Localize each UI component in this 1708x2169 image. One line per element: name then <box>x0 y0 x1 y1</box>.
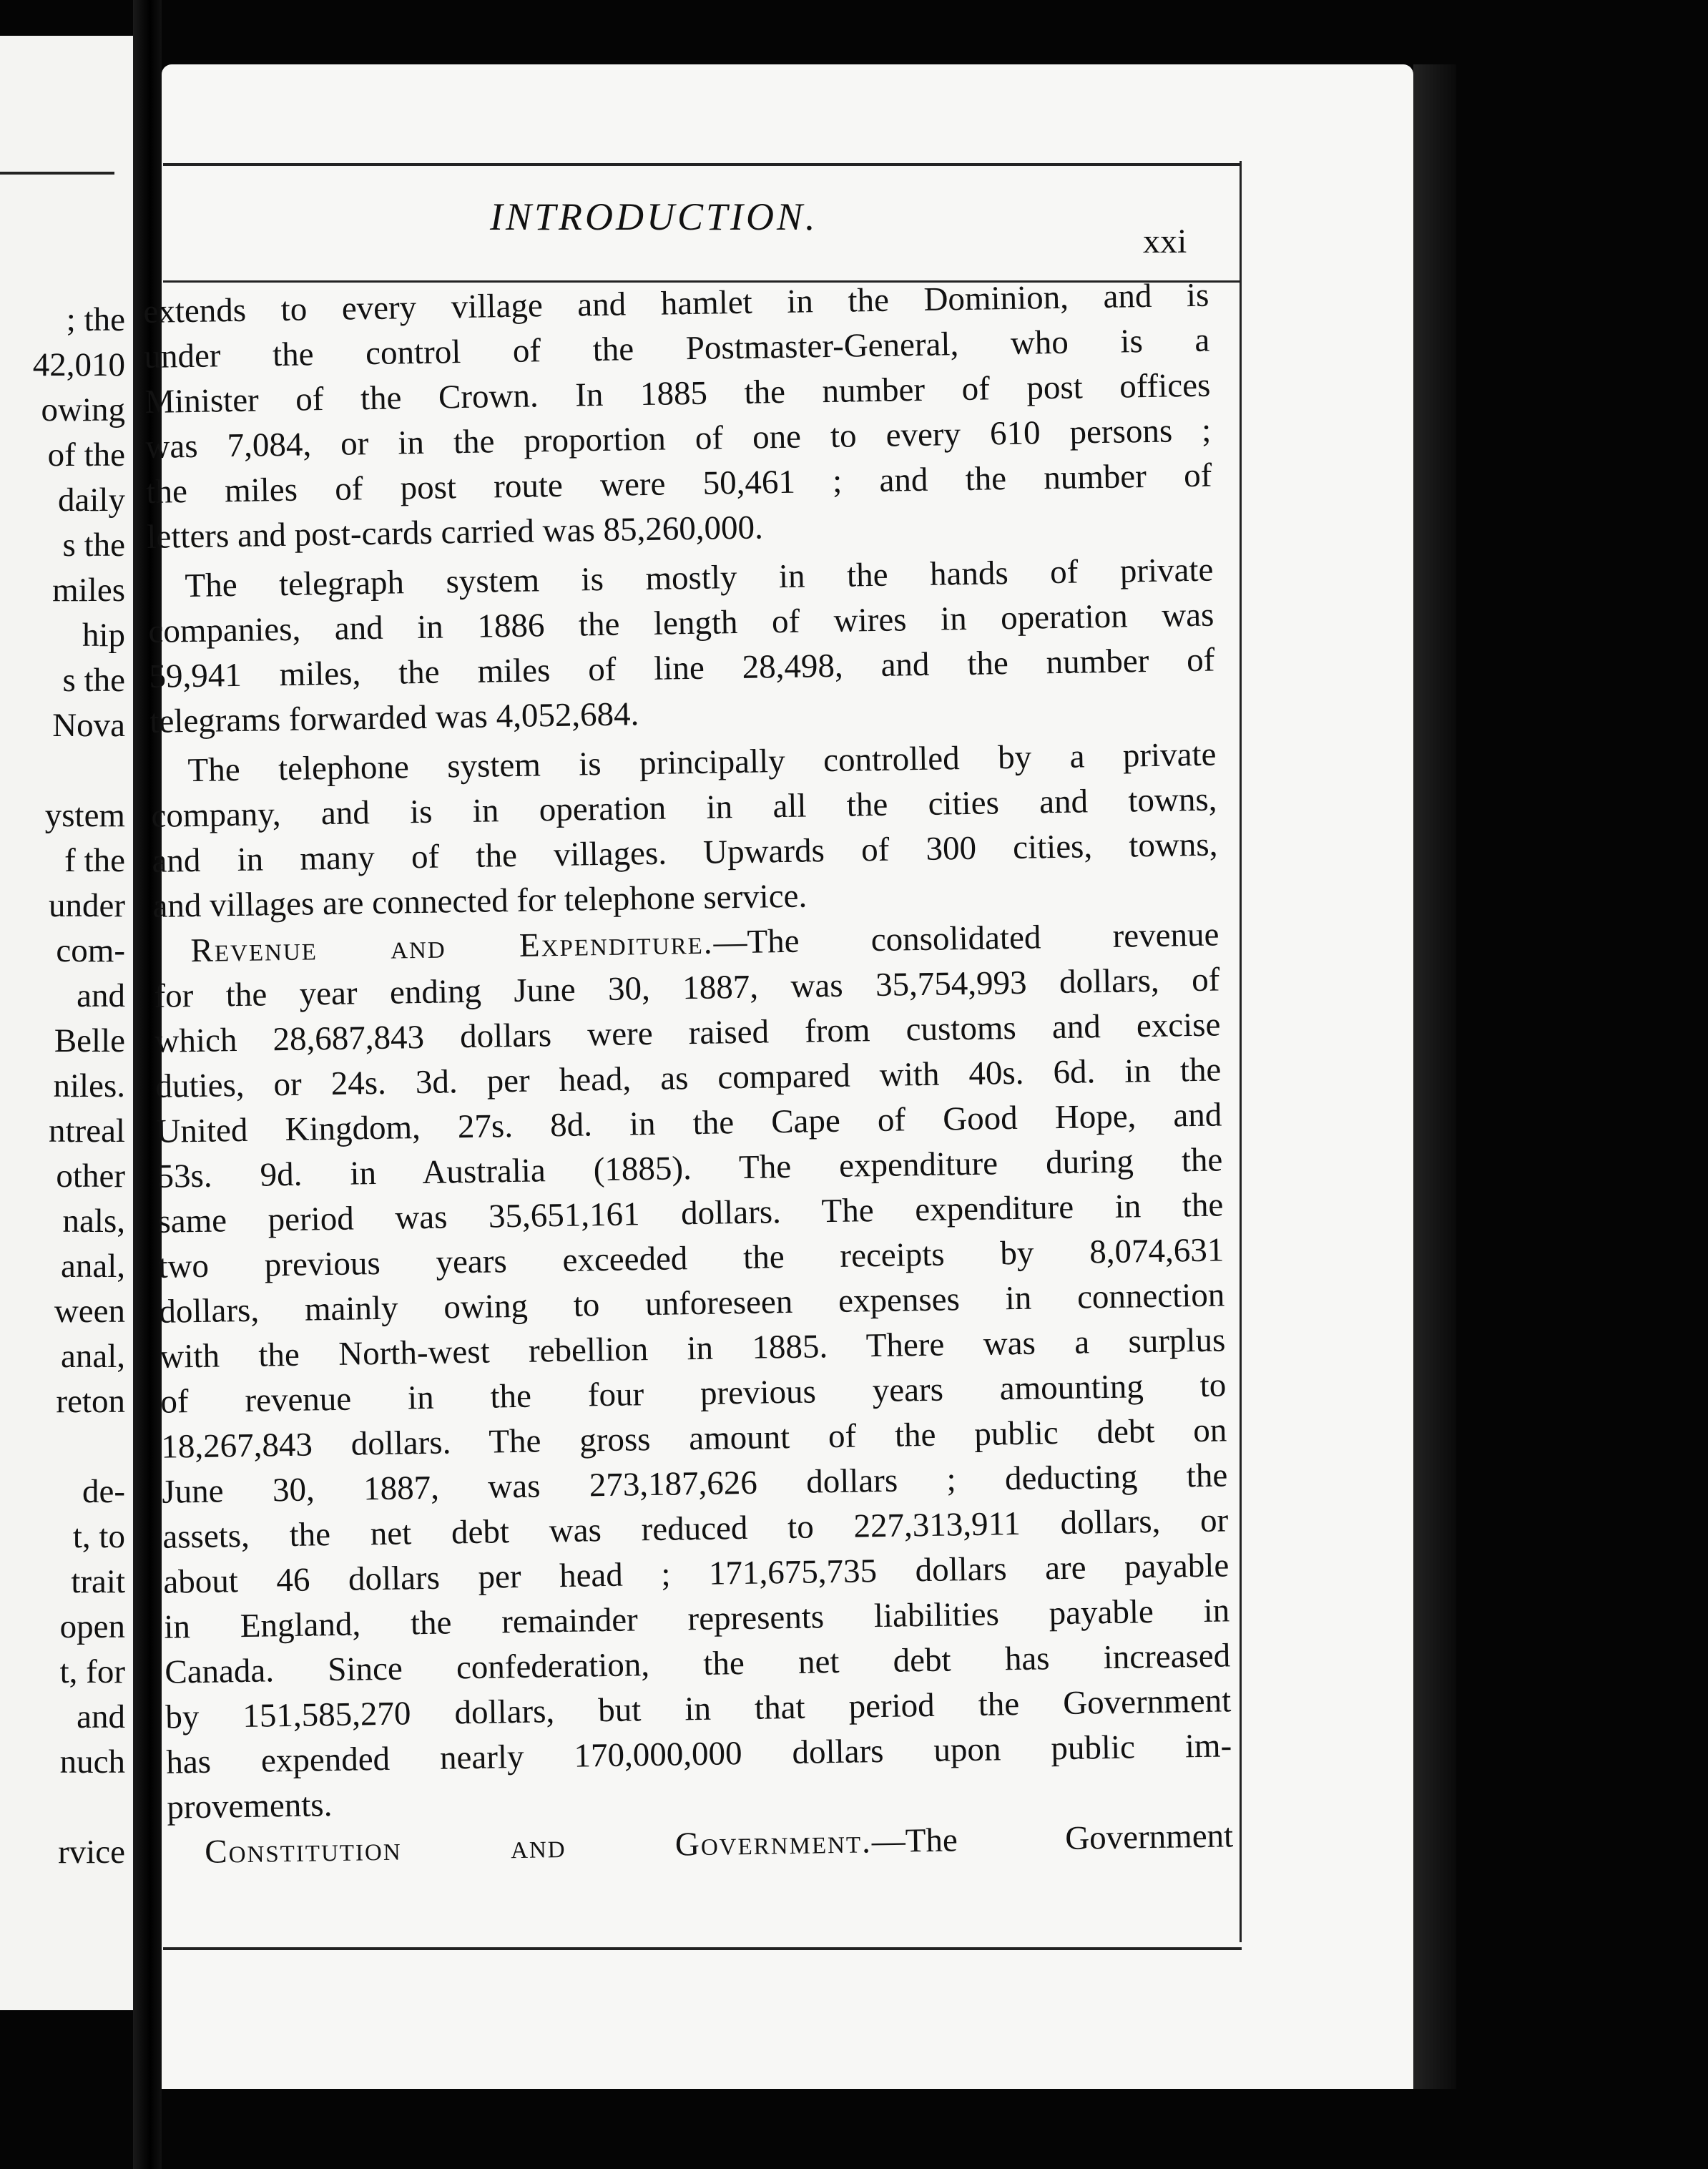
text-line: 59,941 miles, the miles of line 28,498, and the number of <box>149 641 1215 695</box>
facing-page-line: s the <box>62 527 125 564</box>
text-line: letters and post-cards carried was 85,260,000. <box>147 509 764 556</box>
text-line: provements. <box>166 1786 333 1826</box>
facing-page-line: owing <box>41 391 125 429</box>
text-line-rest: —The Government <box>871 1817 1234 1861</box>
text-line: 53s. 9d. in Australia (1885). The expenditure during the <box>157 1141 1223 1195</box>
text-line: company, and is in operation in all the cities and towns, <box>151 780 1217 835</box>
facing-page-line: nals, <box>62 1203 125 1240</box>
section-heading-revenue: Revenue and Expenditure. <box>190 924 714 970</box>
text-line: and in many of the villages. Upwards of 300 cities, towns, <box>152 826 1218 880</box>
facing-page-line: open <box>59 1608 125 1645</box>
text-line: The telephone system is principally controlled by a private <box>187 735 1217 790</box>
text-line: companies, and in 1886 the length of wires in operation was <box>148 596 1214 650</box>
text-line: duties, or 24s. 3d. per head, as compared with 40s. 6d. in the <box>155 1051 1222 1105</box>
facing-page-line: and <box>77 1698 125 1735</box>
text-line: the miles of post route were 50,461 ; and the number of <box>146 456 1212 511</box>
text-line: 18,267,843 dollars. The gross amount of the public debt on <box>161 1411 1227 1466</box>
text-line: two previous years exceeded the receipts by 8,074,631 <box>158 1231 1224 1286</box>
facing-page-line: ; the <box>66 301 125 338</box>
facing-page-line: niles. <box>53 1067 125 1105</box>
frame-bottom-rule <box>163 1947 1242 1950</box>
text-line: same period was 35,651,161 dollars. The expenditure in the <box>157 1186 1224 1240</box>
section-heading-constitution: Constitution and Government. <box>204 1823 873 1871</box>
text-line: in England, the remainder represents liabilities payable in <box>163 1592 1230 1646</box>
facing-page-line: s the <box>62 662 125 699</box>
book-edge <box>1413 64 1456 2089</box>
paragraph-telephone <box>150 733 1219 929</box>
facing-page-line: trait <box>71 1563 125 1600</box>
facing-page-line: ntreal <box>49 1112 125 1150</box>
facing-page-line: 42,010 <box>32 346 125 383</box>
facing-page-line: t, to <box>72 1518 125 1555</box>
running-head: INTRODUCTION. <box>490 195 818 238</box>
text-line: has expended nearly 170,000,000 dollars upon public im- <box>165 1727 1232 1781</box>
facing-page-line: under <box>48 887 125 924</box>
facing-page-line: daily <box>58 481 125 519</box>
facing-page-line: com- <box>56 932 125 969</box>
facing-page-line: rvice <box>58 1833 125 1871</box>
text-line-rest: —The consolidated revenue <box>713 916 1219 961</box>
text-line: and villages are connected for telephone service. <box>152 877 808 925</box>
text-line: Canada. Since confederation, the net debt has increased <box>164 1637 1231 1691</box>
facing-page-line: of the <box>47 436 125 474</box>
facing-page-line: f the <box>64 842 125 879</box>
facing-page-line: miles <box>52 572 125 609</box>
text-line: assets, the net debt was reduced to 227,313,911 dollars, or <box>162 1502 1229 1556</box>
facing-page-line: anal, <box>60 1248 125 1285</box>
facing-page-line: nuch <box>59 1743 125 1781</box>
facing-page-line: and <box>77 977 125 1014</box>
facing-page-line: hip <box>82 617 125 654</box>
text-line: of revenue in the four previous years amounting to <box>160 1366 1227 1421</box>
paragraph-revenue-expenditure <box>153 912 1233 1830</box>
text-line: United Kingdom, 27s. 8d. in the Cape of Good Hope, and <box>156 1096 1222 1150</box>
text-line: about 46 dollars per head ; 171,675,735 dollars are payable <box>162 1547 1230 1601</box>
facing-page-line: ween <box>54 1293 125 1330</box>
facing-page-line: reton <box>56 1383 125 1420</box>
facing-page-line: anal, <box>60 1338 125 1375</box>
text-line: June 30, 1887, was 273,187,626 dollars ; deducting the <box>161 1456 1228 1511</box>
paragraph-post-office <box>143 273 1213 560</box>
text-line: by 151,585,270 dollars, but in that period the Government <box>165 1682 1232 1736</box>
facing-page-line: t, for <box>59 1653 125 1690</box>
facing-page-line: Nova <box>52 707 125 744</box>
text-line: under the control of the Postmaster-General, who is a <box>144 321 1210 376</box>
facing-page-line: other <box>56 1157 125 1195</box>
body-text <box>143 273 1234 1876</box>
text-line: dollars, mainly owing to unforeseen expenses in connection <box>159 1276 1225 1331</box>
text-line: was 7,084, or in the proportion of one to every 610 persons ; <box>145 411 1212 466</box>
page-number: xxi <box>1143 222 1187 260</box>
text-line: Minister of the Crown. In 1885 the number of post offices <box>144 366 1211 421</box>
text-line: extends to every village and hamlet in the Dominion, and is <box>143 276 1209 331</box>
facing-page-line: Belle <box>54 1022 125 1059</box>
text-line: telegrams forwarded was 4,052,684. <box>149 695 639 740</box>
paragraph-telegraph <box>147 548 1216 745</box>
text-line: for the year ending June 30, 1887, was 35,754,993 dollars, of <box>154 961 1220 1015</box>
facing-page-line: ystem <box>44 797 125 834</box>
text-line: which 28,687,843 dollars were raised from customs and excise <box>154 1006 1221 1060</box>
facing-page-rule <box>0 172 114 175</box>
facing-page-line: de- <box>82 1473 125 1510</box>
text-line: with the North-west rebellion in 1885. There was a surplus <box>159 1321 1226 1376</box>
text-line: The telegraph system is mostly in the hands of private <box>185 551 1214 605</box>
